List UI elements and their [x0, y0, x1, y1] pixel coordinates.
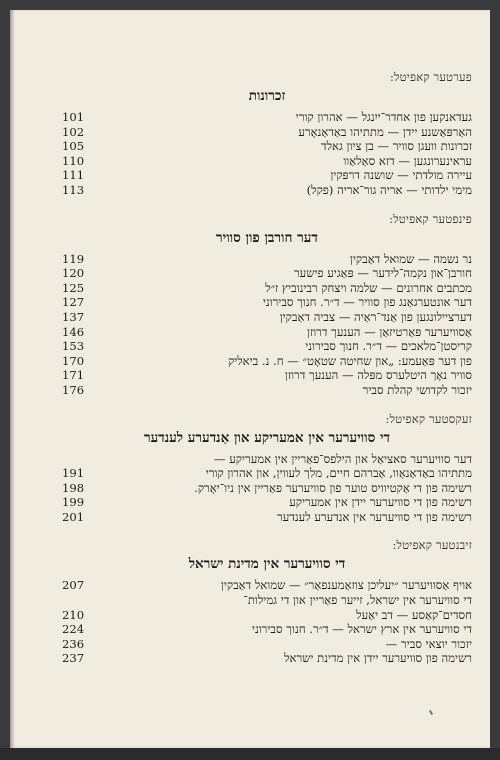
- toc-entry: [62, 110, 472, 125]
- entry-title: סוויר נאָך היטלערס מפּלה — הענעך דרוזן: [284, 368, 472, 383]
- entry-title: נר נשמה — שמואל דאַבקין: [349, 251, 472, 266]
- entry-page: 207: [62, 578, 85, 593]
- entry-page: 237: [62, 651, 85, 666]
- entry-page: 170: [62, 353, 85, 368]
- entry-page: 176: [62, 382, 85, 397]
- entry-title: דערציילונגען פון אַנד־ראַיה — צביה דאַבקין: [279, 309, 472, 324]
- section-label: זעקסטער קאפיטל:: [385, 411, 472, 426]
- entry-title: געדאנקען פון אחדר־ייִנגל — אהרון קורי: [295, 110, 472, 124]
- toc-entry: [62, 593, 472, 608]
- section-label: זיבנטער קאפיטל:: [392, 538, 472, 553]
- entry-page: 224: [62, 622, 85, 637]
- table-of-contents: [62, 70, 472, 680]
- entry-page: 101: [62, 110, 85, 124]
- section-5: [62, 212, 472, 398]
- section-4: [62, 70, 472, 198]
- entry-page: 111: [62, 168, 85, 183]
- entry-title: די סוויערער אין ארץ ישראל — ד״ר. חנוך סבירוני: [251, 622, 472, 637]
- entry-title: רשימה פון סוויערער יידן אין מדינת ישראל: [284, 651, 472, 666]
- toc-entry: [62, 125, 472, 140]
- entry-title: זכרונות וועגן סוויר — בן ציון גאלד: [321, 139, 472, 154]
- section-title: זכרונות: [248, 88, 286, 104]
- section-title: די סוויערער אין מדינת ישראל: [188, 556, 346, 573]
- toc-entry: [62, 452, 472, 467]
- toc-entry: [62, 183, 472, 198]
- toc-entry: [62, 510, 472, 525]
- section-label: פערטער קאפיטל:: [389, 70, 472, 84]
- entry-title: חורבן־און נקמה־לידער — פּאַגיע פישער: [293, 266, 472, 281]
- entry-title: אויף אַסוויערער ״יעליכן צוזאַמענפאַר״ — שמואל דאַבקין: [220, 578, 472, 593]
- entry-page: 171: [62, 368, 85, 383]
- toc-entry: [62, 495, 472, 510]
- toc-entry: [62, 354, 472, 369]
- entry-page: 125: [62, 280, 85, 295]
- entry-title: יזכור יוצאי סביר —: [385, 636, 472, 651]
- toc-entry: [62, 608, 472, 623]
- entry-title: עראינערונגען — דזא סאַלאַוו: [343, 153, 472, 168]
- entry-title: חסדים־קאַסע — דב יאַעל: [356, 607, 472, 622]
- entry-title: מימי ילדותי — אריה גור־אריה (פקל): [306, 182, 472, 197]
- entry-page: 146: [62, 324, 85, 339]
- entry-title: רשימה פון די סוויערער אין אנדערע לענדער: [277, 509, 472, 524]
- toc-entry: [62, 266, 472, 281]
- toc-entry: [62, 281, 472, 296]
- toc-entry: [62, 310, 472, 325]
- entry-title: אַסוויערער פּאַרטיזאַן — הענעך דרוזן: [307, 324, 472, 339]
- toc-entry: [62, 481, 472, 496]
- section-title: דער חורבן פון סוויר: [216, 229, 318, 246]
- toc-entry: [62, 368, 472, 383]
- entry-page: 127: [62, 295, 85, 310]
- entry-page: 198: [62, 480, 85, 495]
- entry-page: 210: [62, 607, 85, 622]
- entry-page: 110: [62, 153, 85, 168]
- entry-title: די סוויערער אין ישראל, זייער פאַריין און די גמילות־: [243, 593, 472, 608]
- toc-entry: [62, 295, 472, 310]
- entry-title: מתתיהו באַדאַנאָוו, אַברהם חיים, מלך לעווין, און אהרון קורי: [205, 466, 472, 481]
- toc-entry: [62, 168, 472, 183]
- section-title: די סוויערער אין אמעריקע און אַנדערע לענדער: [143, 429, 391, 446]
- toc-entry: [62, 339, 472, 354]
- entry-page: 105: [62, 139, 85, 154]
- entry-page: 137: [62, 309, 85, 324]
- section-7: [62, 538, 472, 666]
- toc-entry: [62, 651, 472, 666]
- toc-entry: [62, 578, 472, 593]
- entry-title: פון דער פּאַעמע: „און שחיטה שטאָט״ — ח. נ. ביאליק: [227, 353, 472, 368]
- entry-title: מכתבים אחרונים — שלמה ויצחק רבינוביץ ז״ל: [265, 280, 472, 295]
- book-page: [10, 10, 490, 748]
- entry-title: עיירה מולדתי — שושנה דרפּקין: [330, 168, 472, 183]
- entry-title: קריסטן־מלאכים — ד״ר. חנוך סבירוני: [305, 339, 472, 354]
- section-6: [62, 412, 472, 525]
- entry-title: האַרפּאַשנע יידן — מתתיהו באַדאַנאָרע: [298, 124, 472, 139]
- entry-title: דער סוויערער סאציאַל און הילפס־פאַריין אין אמעריקע —: [213, 451, 472, 466]
- entry-title: דער אונטערגאַנג פון סוויר — ד״ר. חנוך סבירוני: [262, 295, 472, 310]
- entry-page: 201: [62, 509, 85, 524]
- entry-page: 102: [62, 124, 85, 139]
- entry-title: רשימה פון די אַקטיוויס טוער פון סוויערער פאַריין אין ניו־יאָרק.: [194, 480, 472, 495]
- toc-entry: [62, 383, 472, 398]
- toc-entry: [62, 154, 472, 169]
- page-gutter-shadow: [10, 10, 15, 748]
- toc-entry: [62, 622, 472, 637]
- entry-page: 191: [62, 466, 85, 481]
- toc-entry: [62, 637, 472, 652]
- entry-title: יזכור לקדושי קהלת סביר: [362, 382, 472, 397]
- toc-entry: [62, 139, 472, 154]
- entry-page: 120: [62, 266, 85, 281]
- entry-title: רשימה פון די סוויערער יידן אין אמעריקע: [289, 495, 472, 510]
- entry-page: 119: [62, 251, 85, 266]
- book-cover-edge: [0, 748, 500, 760]
- entry-page: 153: [62, 339, 85, 354]
- entry-page: 236: [62, 636, 85, 651]
- toc-entry: [62, 325, 472, 340]
- toc-entry: [62, 252, 472, 267]
- entry-page: 113: [62, 182, 85, 197]
- page-mark: [429, 710, 433, 715]
- toc-entry: [62, 466, 472, 481]
- section-label: פינפטער קאפיטל:: [389, 211, 472, 226]
- entry-page: 199: [62, 495, 85, 510]
